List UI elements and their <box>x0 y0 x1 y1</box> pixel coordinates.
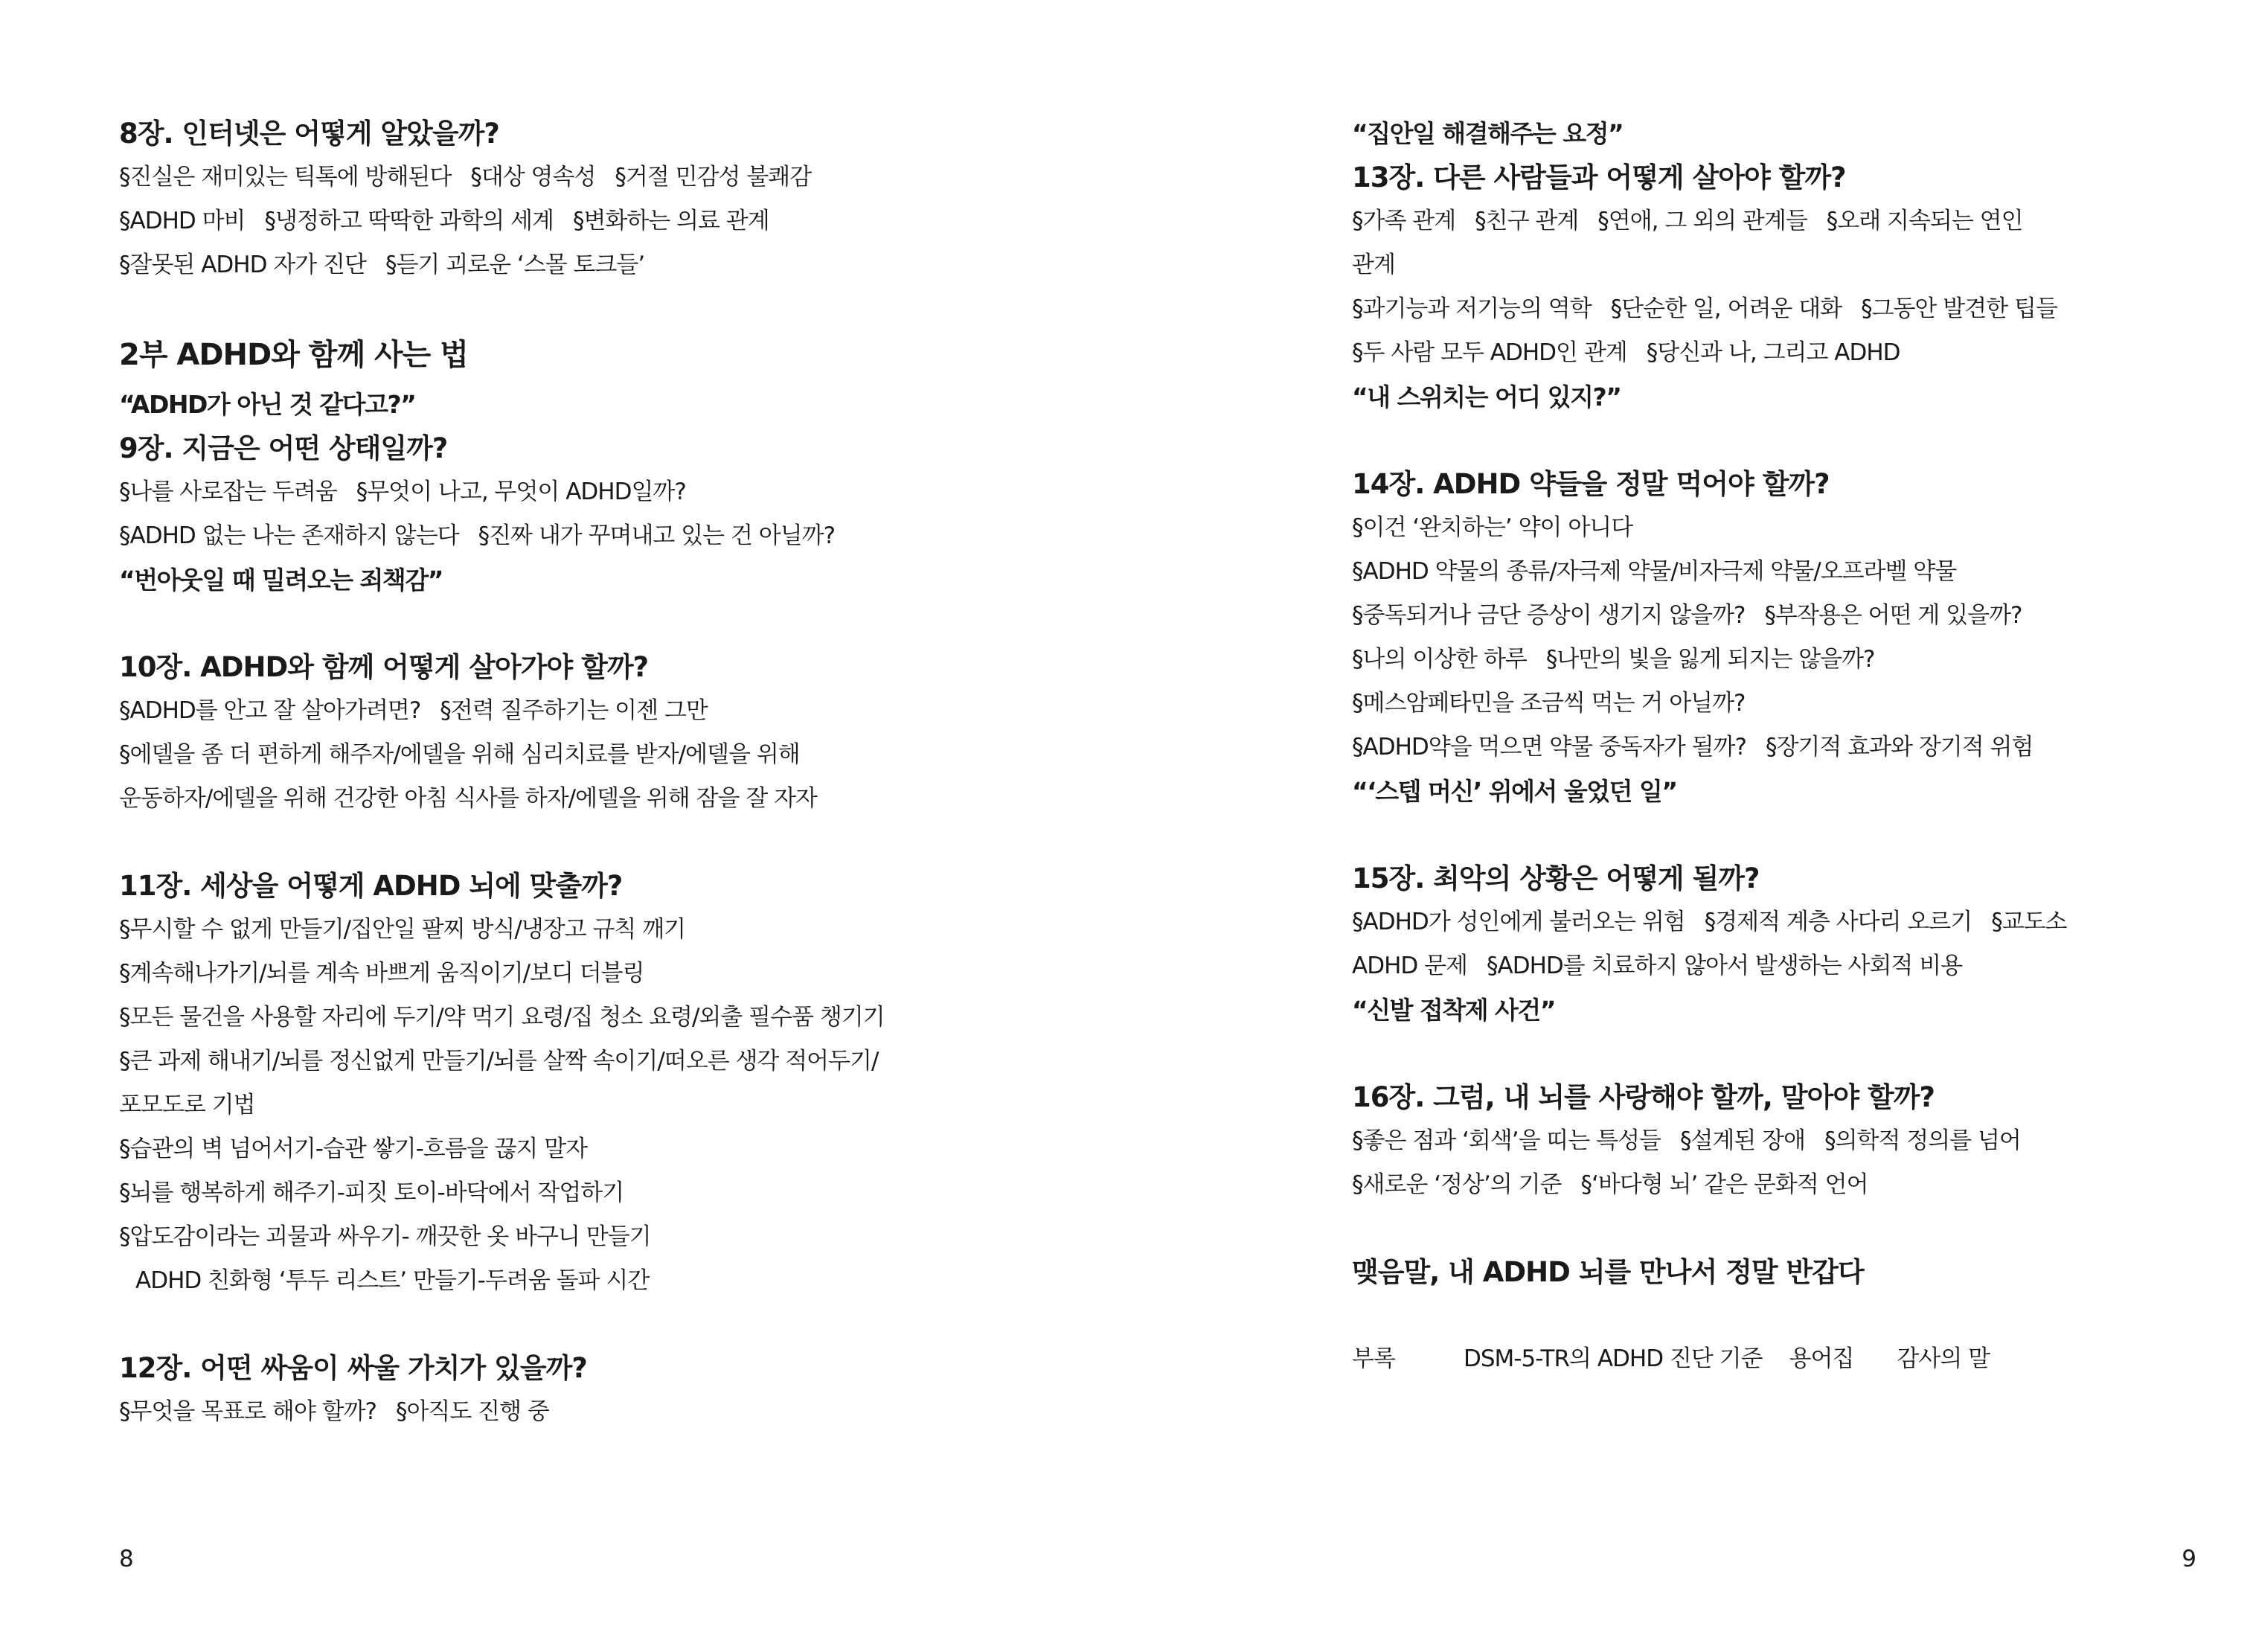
chapter-12 <box>119 1346 1042 1434</box>
quote-heading: “ADHD가 아닌 것 같다고?” <box>119 390 416 419</box>
section-line <box>119 514 1042 558</box>
section-line <box>119 908 1042 952</box>
section-item: §설계된 장애 <box>1679 1127 1806 1154</box>
section-item: §무엇을 목표로 해야 할까? <box>119 1398 376 1425</box>
section-item: §ADHD 없는 나는 존재하지 않는다 <box>119 522 459 549</box>
chapter-16 <box>1352 1075 2185 1207</box>
section-line <box>119 733 1042 777</box>
section-line <box>119 156 1042 199</box>
section-line <box>1352 594 2185 638</box>
section-item: §장기적 효과와 장기적 위험 <box>1765 734 2033 761</box>
section-item: §부작용은 어떤 게 있을까? <box>1764 602 2022 629</box>
section-item: §계속해나가기/뇌를 계속 바쁘게 움직이기/보디 더블링 <box>119 960 644 987</box>
left-toc-column <box>119 112 1042 1477</box>
right-page <box>1125 0 2250 1652</box>
section-item: §큰 과제 해내기/뇌를 정신없게 만들기/뇌를 살짝 속이기/떠오른 생각 적어두기/ <box>119 1048 879 1075</box>
section-line <box>119 1215 1042 1259</box>
section-line <box>119 243 1042 287</box>
section-item: §ADHD를 안고 잘 살아가려면? <box>119 697 421 724</box>
right-toc-column <box>1352 112 2185 1381</box>
section-item: 운동하자/에델을 위해 건강한 아침 식사를 하자/에델을 위해 잠을 잘 자자 <box>119 785 818 812</box>
section-line <box>1352 638 2185 682</box>
section-item: §나만의 빛을 잃게 되지는 않을까? <box>1545 646 1875 673</box>
chapter-title: 14장. ADHD 약들을 정말 먹어야 할까? <box>1352 468 1830 500</box>
section-line <box>119 1040 1042 1083</box>
chapter-13 <box>1352 156 2185 375</box>
section-item: ADHD 문제 <box>1352 953 1468 979</box>
appendix-line <box>1352 1337 2185 1381</box>
chapter-title: 10장. ADHD와 함께 어떻게 살아가야 할까? <box>119 651 649 683</box>
section-item: §변화하는 의료 관계 <box>572 208 769 234</box>
section-item: §아직도 진행 중 <box>395 1398 549 1425</box>
section-line <box>1352 506 2185 550</box>
section-line <box>1352 1163 2185 1207</box>
section-item: §연애, 그 외의 관계들 <box>1597 208 1807 234</box>
section-line <box>119 1259 1042 1303</box>
quote-heading: “집안일 해결해주는 요정” <box>1352 119 1624 148</box>
section-line <box>119 199 1042 243</box>
section-line <box>119 1171 1042 1215</box>
chapter-title: 15장. 최악의 상황은 어떻게 될까? <box>1352 862 1760 894</box>
page-number: 9 <box>2182 1546 2196 1572</box>
chapter-title: 13장. 다른 사람들과 어떻게 살아야 할까? <box>1352 161 1846 193</box>
section-line <box>1352 726 2185 769</box>
chapter-8 <box>119 112 1042 287</box>
section-item: §뇌를 행복하게 해주기-피짓 토이-바닥에서 작업하기 <box>119 1179 624 1206</box>
section-line <box>119 470 1042 514</box>
section-item: §대상 영속성 <box>470 164 596 191</box>
section-item: §그동안 발견한 팁들 <box>1861 295 2057 322</box>
section-item: §습관의 벽 넘어서기-습관 쌓기-흐름을 끊지 말자 <box>119 1136 588 1162</box>
section-item: §과기능과 저기능의 역학 <box>1352 295 1592 322</box>
appendix-label: 부록 <box>1352 1345 1395 1372</box>
section-item: §경제적 계층 사다리 오르기 <box>1704 909 1972 935</box>
section-line <box>1352 243 2185 287</box>
section-item: §나의 이상한 하루 <box>1352 646 1527 673</box>
section-item: ADHD 친화형 ‘투두 리스트’ 만들기-두려움 돌파 시간 <box>135 1267 650 1294</box>
section-line <box>1352 287 2185 331</box>
quote-block <box>119 558 1042 602</box>
chapter-title: 8장. 인터넷은 어떻게 알았을까? <box>119 118 499 150</box>
section-line <box>1352 331 2185 375</box>
section-line <box>1352 944 2185 988</box>
section-item: §ADHD가 성인에게 불러오는 위험 <box>1352 909 1685 935</box>
appendix-item: DSM-5-TR의 ADHD 진단 기준 <box>1464 1345 1763 1372</box>
section-item: §무엇이 나고, 무엇이 ADHD일까? <box>356 478 686 505</box>
chapter-title: 9장. 지금은 어떤 상태일까? <box>119 432 448 464</box>
section-item: §압도감이라는 괴물과 싸우기- 깨끗한 옷 바구니 만들기 <box>119 1223 651 1250</box>
section-line <box>119 1127 1042 1171</box>
page-number: 8 <box>119 1546 134 1572</box>
section-item: §냉정하고 딱딱한 과학의 세계 <box>264 208 554 234</box>
section-item: §좋은 점과 ‘회색’을 띠는 특성들 <box>1352 1127 1661 1154</box>
chapter-10 <box>119 645 1042 821</box>
quote-heading: “내 스위치는 어디 있지?” <box>1352 382 1621 412</box>
section-item: §중독되거나 금단 증상이 생기지 않을까? <box>1352 602 1746 629</box>
chapter-title: 12장. 어떤 싸움이 싸울 가치가 있을까? <box>119 1352 587 1384</box>
quote-block <box>1352 769 2185 813</box>
section-item: 관계 <box>1352 252 1395 278</box>
section-line <box>1352 1119 2185 1163</box>
section-item: §나를 사로잡는 두려움 <box>119 478 337 505</box>
chapter-15 <box>1352 857 2185 988</box>
section-item: §에델을 좀 더 편하게 해주자/에델을 위해 심리치료를 받자/에델을 위해 <box>119 741 800 768</box>
section-item: §전력 질주하기는 이젠 그만 <box>440 697 708 724</box>
section-line <box>119 952 1042 996</box>
section-item: §ADHD를 치료하지 않아서 발생하는 사회적 비용 <box>1487 953 1963 979</box>
closing-title: 맺음말, 내 ADHD 뇌를 만나서 정말 반갑다 <box>1352 1256 1864 1288</box>
section-item: §ADHD약을 먹으면 약물 중독자가 될까? <box>1352 734 1746 761</box>
section-line <box>119 689 1042 733</box>
section-line <box>1352 199 2185 243</box>
section-line <box>119 996 1042 1040</box>
section-item: §진실은 재미있는 틱톡에 방해된다 <box>119 164 452 191</box>
section-item: §오래 지속되는 연인 <box>1826 208 2023 234</box>
quote-block <box>1352 988 2185 1032</box>
section-item: §두 사람 모두 ADHD인 관계 <box>1352 339 1627 366</box>
chapter-title: 11장. 세상을 어떻게 ADHD 뇌에 맞출까? <box>119 870 623 902</box>
quote-heading: “신발 접착제 사건” <box>1352 996 1556 1025</box>
section-item: §듣기 괴로운 ‘스몰 토크들’ <box>385 252 645 278</box>
quote-heading: “번아웃일 때 밀려오는 죄책감” <box>119 566 443 595</box>
closing-block <box>1352 1250 2185 1294</box>
section-item: §거절 민감성 불쾌감 <box>615 164 812 191</box>
part-2-title: 2부 ADHD와 함께 사는 법 <box>119 338 468 372</box>
section-item: §이건 ‘완치하는’ 약이 아니다 <box>1352 514 1633 541</box>
chapter-14 <box>1352 462 2185 769</box>
section-item: §의학적 정의를 넘어 <box>1824 1127 2021 1154</box>
section-item: 포모도로 기법 <box>119 1092 255 1118</box>
section-item: §모든 물건을 사용할 자리에 두기/약 먹기 요령/집 청소 요령/외출 필수품 챙기기 <box>119 1004 885 1031</box>
section-item: §교도소 <box>1991 909 2067 935</box>
section-line <box>1352 550 2185 594</box>
appendix-item: 용어집 <box>1789 1345 1854 1372</box>
section-item: §친구 관계 <box>1475 208 1579 234</box>
section-line <box>119 777 1042 821</box>
section-item: §‘바다형 뇌’ 같은 문화적 언어 <box>1580 1171 1868 1198</box>
section-line <box>119 1083 1042 1127</box>
section-item: §ADHD 약물의 종류/자극제 약물/비자극제 약물/오프라벨 약물 <box>1352 558 1957 585</box>
appendix-item: 감사의 말 <box>1897 1345 1990 1372</box>
section-item: §진짜 내가 꾸며내고 있는 건 아닐까? <box>478 522 836 549</box>
section-item: §잘못된 ADHD 자가 진단 <box>119 252 366 278</box>
section-item: §새로운 ‘정상’의 기준 <box>1352 1171 1562 1198</box>
chapter-11 <box>119 864 1042 1303</box>
section-line <box>119 1390 1042 1434</box>
section-line <box>1352 900 2185 944</box>
section-item: §ADHD 마비 <box>119 208 246 234</box>
section-line <box>1352 682 2185 726</box>
quote-heading: “‘스텝 머신’ 위에서 울었던 일” <box>1352 777 1677 806</box>
quote-block <box>1352 375 2185 419</box>
section-item: §가족 관계 <box>1352 208 1456 234</box>
section-item: §메스암페타민을 조금씩 먹는 거 아닐까? <box>1352 690 1746 717</box>
chapter-title: 16장. 그럼, 내 뇌를 사랑해야 할까, 말아야 할까? <box>1352 1081 1935 1113</box>
chapter-9 <box>119 426 1042 558</box>
section-item: §당신과 나, 그리고 ADHD <box>1646 339 1900 366</box>
section-item: §단순한 일, 어려운 대화 <box>1610 295 1842 322</box>
section-item: §무시할 수 없게 만들기/집안일 팔찌 방식/냉장고 규칙 깨기 <box>119 916 686 943</box>
